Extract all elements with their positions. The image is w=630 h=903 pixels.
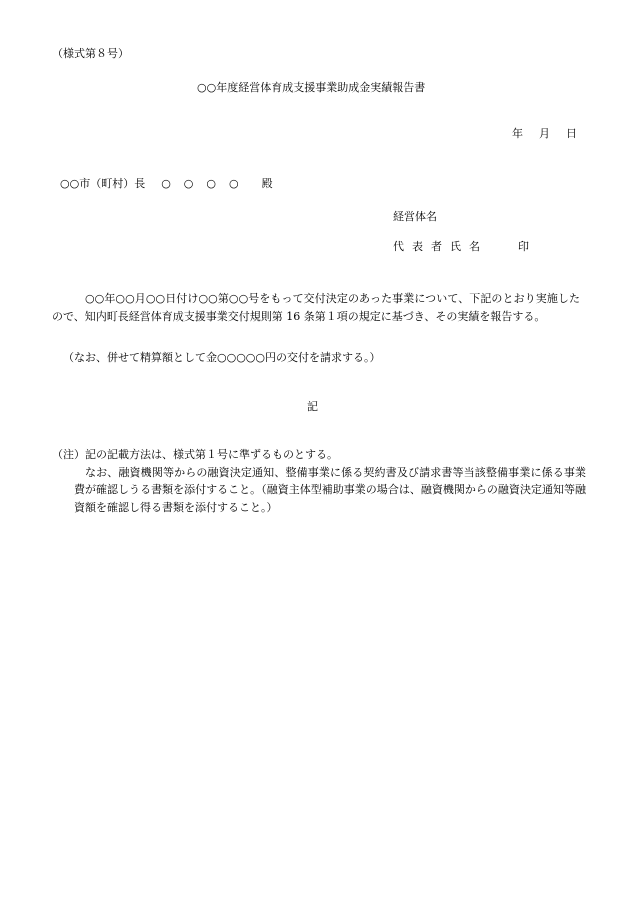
date-year-label: 年 [512, 127, 523, 140]
report-paragraph: ○○年○○月○○日付け○○第○○号をもって交付決定のあった事業について、下記のとおり実施したので、知内町長経営体育成支援事業交付規則第 16 条第１項の規定に基づき、その実績を報告する。 [52, 292, 580, 323]
date-day-label: 日 [566, 127, 577, 140]
document-title: ○○年度経営体育成支援事業助成金実績報告書 [197, 81, 426, 94]
seal-mark: 印 [518, 240, 529, 253]
report-body [52, 290, 580, 325]
form-number: （様式第８号） [52, 47, 129, 60]
request-note: （なお、併せて精算額として金○○○○○円の交付を請求する。） [63, 351, 381, 364]
representative-label: 代表者氏名 [393, 240, 488, 253]
note-mark: （注） [52, 448, 85, 461]
sender-name-label: 経営体名 [393, 210, 437, 223]
addressee-name: ○○○○ [161, 177, 252, 190]
note-body: なお、融資機関等からの融資決定通知、整備事業に係る契約書及び請求書等当該整備事業に係る事業費が確認しうる書類を添付すること。（融資主体型補助事業の場合は、融資機関からの融資決定通知等融資額を確認し得る書類を添付すること。） [74, 465, 586, 514]
addressee [60, 178, 273, 189]
honorific: 殿 [261, 177, 273, 190]
addressee-title: ○○市（町村）長 [60, 177, 146, 190]
note-line: 記の記載方法は、様式第１号に準ずるものとする。 [85, 448, 338, 461]
note-head [52, 446, 592, 464]
date-month-label: 月 [539, 127, 550, 140]
date-line [512, 128, 577, 139]
ki-heading: 記 [307, 400, 318, 413]
note-block [52, 446, 592, 516]
